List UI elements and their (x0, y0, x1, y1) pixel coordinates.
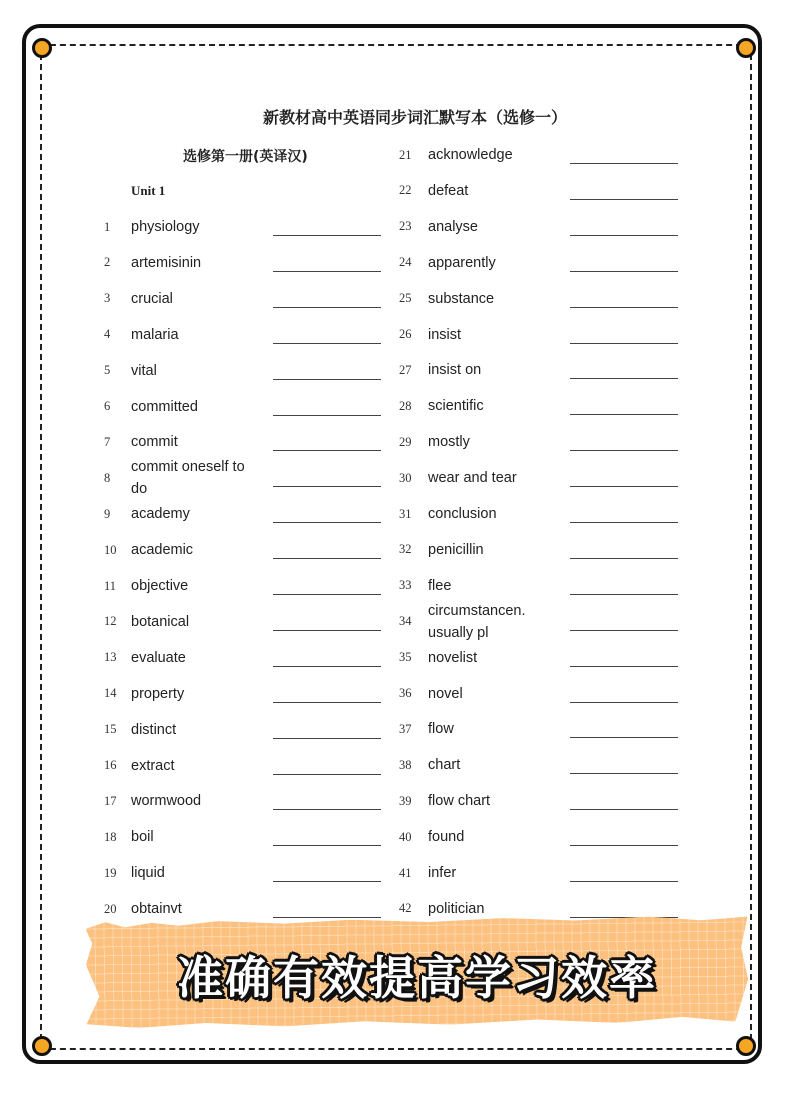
word-row (399, 857, 678, 889)
english-word: insist on (428, 362, 482, 379)
word-row (104, 857, 381, 889)
word-row (104, 785, 381, 817)
word-row (399, 426, 678, 458)
english-word: obtainvt (131, 901, 182, 918)
word-number: 17 (104, 793, 117, 808)
corner-dot-bottom-left (32, 1036, 52, 1056)
word-number: 31 (399, 506, 412, 521)
unit-label: Unit 1 (131, 183, 166, 198)
answer-blank-line[interactable] (273, 917, 381, 918)
word-number: 1 (104, 219, 111, 234)
word-number: 26 (399, 327, 412, 341)
english-word: politician (428, 900, 485, 917)
english-word: extract (131, 757, 175, 774)
word-number: 9 (104, 506, 111, 521)
word-number: 41 (399, 865, 412, 880)
answer-blank-line[interactable] (570, 809, 678, 810)
english-word: commit oneself to do (131, 459, 245, 498)
word-row (399, 390, 678, 422)
word-row (399, 247, 678, 279)
english-word: flee (428, 577, 452, 594)
word-number: 13 (104, 650, 117, 665)
english-word: apparently (428, 254, 496, 271)
english-word: novel (428, 685, 463, 702)
answer-blank-line[interactable] (570, 378, 678, 379)
word-number: 25 (399, 291, 412, 306)
english-word: conclusion (428, 506, 497, 522)
word-number: 12 (104, 614, 117, 629)
word-row (399, 642, 678, 674)
word-row (399, 175, 678, 207)
word-number: 30 (399, 470, 412, 485)
english-word: liquid (131, 865, 165, 882)
word-number: 11 (104, 578, 117, 593)
word-row (104, 426, 381, 458)
answer-blank-line[interactable] (273, 738, 381, 739)
english-word: infer (428, 865, 457, 881)
answer-blank-line[interactable] (570, 414, 678, 415)
answer-blank-line[interactable] (273, 881, 381, 882)
word-number: 4 (104, 327, 111, 342)
english-word: defeat (428, 182, 469, 199)
word-number: 5 (104, 363, 111, 378)
english-word: analyse (428, 218, 478, 235)
word-row (104, 606, 381, 638)
word-number: 19 (104, 865, 117, 880)
english-word: flow (428, 721, 454, 738)
english-word: substance (428, 290, 495, 307)
section-heading: 选修第一册(英译汉) (183, 149, 308, 165)
answer-blank-line[interactable] (570, 522, 678, 523)
word-row (399, 534, 678, 566)
word-row (104, 750, 381, 782)
english-word: wear and tear (428, 470, 517, 487)
answer-blank-line[interactable] (570, 630, 678, 631)
english-word: objective (131, 578, 189, 594)
word-number: 38 (399, 757, 412, 772)
word-row (104, 714, 381, 746)
english-word: chart (428, 757, 461, 774)
answer-blank-line[interactable] (570, 199, 678, 200)
answer-blank-line[interactable] (570, 666, 678, 667)
word-row (399, 713, 678, 745)
corner-dot-top-left (32, 38, 52, 58)
answer-blank-line[interactable] (570, 594, 678, 595)
word-number: 8 (104, 470, 111, 485)
word-number: 40 (399, 829, 412, 844)
english-word: evaluate (131, 649, 186, 666)
word-number: 39 (399, 793, 412, 808)
answer-blank-line[interactable] (273, 558, 381, 559)
word-row (104, 678, 381, 710)
english-word: acknowledge (428, 147, 513, 163)
word-number: 14 (104, 686, 117, 701)
english-word: committed (131, 398, 198, 415)
word-row (104, 211, 381, 243)
english-word: crucial (131, 290, 173, 307)
answer-blank-line[interactable] (570, 558, 678, 559)
word-number: 34 (399, 614, 412, 629)
word-number: 3 (104, 291, 111, 306)
answer-blank-line[interactable] (570, 737, 678, 738)
word-row (399, 785, 678, 817)
answer-blank-line[interactable] (273, 522, 381, 523)
word-row (104, 459, 381, 498)
word-number: 42 (399, 901, 412, 916)
word-row (104, 821, 381, 853)
english-word: commit (131, 434, 178, 451)
word-number: 2 (104, 255, 111, 270)
answer-blank-line[interactable] (570, 307, 678, 308)
word-row (399, 139, 678, 171)
word-row (399, 283, 678, 315)
answer-blank-line[interactable] (570, 343, 678, 344)
english-word: academy (131, 506, 190, 523)
word-row (104, 498, 381, 530)
english-word: scientific (428, 398, 484, 415)
word-number: 23 (399, 219, 412, 234)
word-number: 18 (104, 829, 117, 844)
english-word: academic (131, 542, 194, 559)
answer-blank-line[interactable] (273, 486, 381, 487)
answer-blank-line[interactable] (273, 594, 381, 595)
word-number: 7 (104, 434, 111, 449)
word-number: 21 (399, 147, 412, 162)
answer-blank-line[interactable] (273, 379, 381, 380)
word-row (104, 355, 381, 387)
word-row (104, 283, 381, 315)
word-row (399, 211, 678, 243)
english-word: distinct (131, 721, 177, 738)
word-number: 6 (104, 399, 111, 413)
answer-blank-line[interactable] (570, 845, 678, 846)
word-row (399, 319, 678, 351)
word-number: 27 (399, 362, 412, 377)
corner-dot-bottom-right (736, 1036, 756, 1056)
english-word: flow chart (428, 793, 491, 810)
answer-blank-line[interactable] (570, 450, 678, 451)
word-row (104, 534, 381, 566)
answer-blank-line[interactable] (273, 809, 381, 810)
word-row (399, 354, 678, 386)
english-word: found (428, 829, 465, 846)
answer-blank-line[interactable] (273, 450, 381, 451)
word-number: 28 (399, 398, 412, 413)
word-number: 24 (399, 255, 412, 270)
word-number: 15 (104, 722, 117, 737)
answer-blank-line[interactable] (570, 271, 678, 272)
word-number: 20 (104, 901, 117, 916)
english-word: botanical (131, 613, 190, 630)
english-word: property (131, 685, 185, 702)
answer-blank-line[interactable] (570, 773, 678, 774)
english-word: vital (131, 362, 157, 379)
answer-blank-line[interactable] (273, 271, 381, 272)
answer-blank-line[interactable] (273, 307, 381, 308)
answer-blank-line[interactable] (570, 486, 678, 487)
corner-dot-top-right (736, 38, 756, 58)
answer-blank-line[interactable] (273, 774, 381, 775)
banner-slogan: 准确有效提高学习效率 (177, 951, 657, 1005)
word-row (104, 247, 381, 279)
answer-blank-line[interactable] (570, 163, 678, 164)
english-word: penicillin (428, 541, 484, 558)
word-number: 32 (399, 542, 412, 557)
word-number: 35 (399, 650, 412, 665)
answer-blank-line[interactable] (273, 702, 381, 703)
word-row (104, 391, 381, 423)
word-row (399, 498, 678, 530)
word-number: 36 (399, 686, 412, 700)
word-number: 33 (399, 578, 412, 593)
word-row (104, 319, 381, 351)
word-row (399, 821, 678, 853)
answer-blank-line[interactable] (570, 235, 678, 236)
word-row (399, 749, 678, 781)
answer-blank-line[interactable] (273, 415, 381, 416)
english-word: artemisinin (131, 254, 202, 271)
word-row (399, 570, 678, 602)
answer-blank-line[interactable] (273, 845, 381, 846)
word-number: 16 (104, 758, 117, 772)
word-row (399, 462, 678, 494)
answer-blank-line[interactable] (273, 630, 381, 631)
english-word: novelist (428, 649, 478, 666)
word-row (104, 642, 381, 674)
answer-blank-line[interactable] (273, 235, 381, 236)
english-word: boil (131, 829, 154, 846)
answer-blank-line[interactable] (273, 666, 381, 667)
word-row (104, 893, 381, 925)
english-word: malaria (131, 326, 179, 343)
word-number: 10 (104, 542, 117, 557)
word-row (104, 570, 381, 602)
answer-blank-line[interactable] (570, 702, 678, 703)
english-word: wormwood (131, 793, 202, 810)
word-row (399, 602, 678, 641)
english-word: insist (428, 326, 462, 343)
english-word: physiology (131, 219, 200, 235)
document-title: 新教材高中英语同步词汇默写本（选修一） (263, 108, 568, 127)
word-number: 22 (399, 183, 412, 198)
english-word: circumstancen. usually pl (428, 602, 526, 641)
word-row (399, 678, 678, 710)
answer-blank-line[interactable] (570, 881, 678, 882)
english-word: mostly (428, 434, 470, 451)
answer-blank-line[interactable] (273, 343, 381, 344)
word-number: 37 (399, 721, 412, 736)
word-number: 29 (399, 434, 412, 449)
